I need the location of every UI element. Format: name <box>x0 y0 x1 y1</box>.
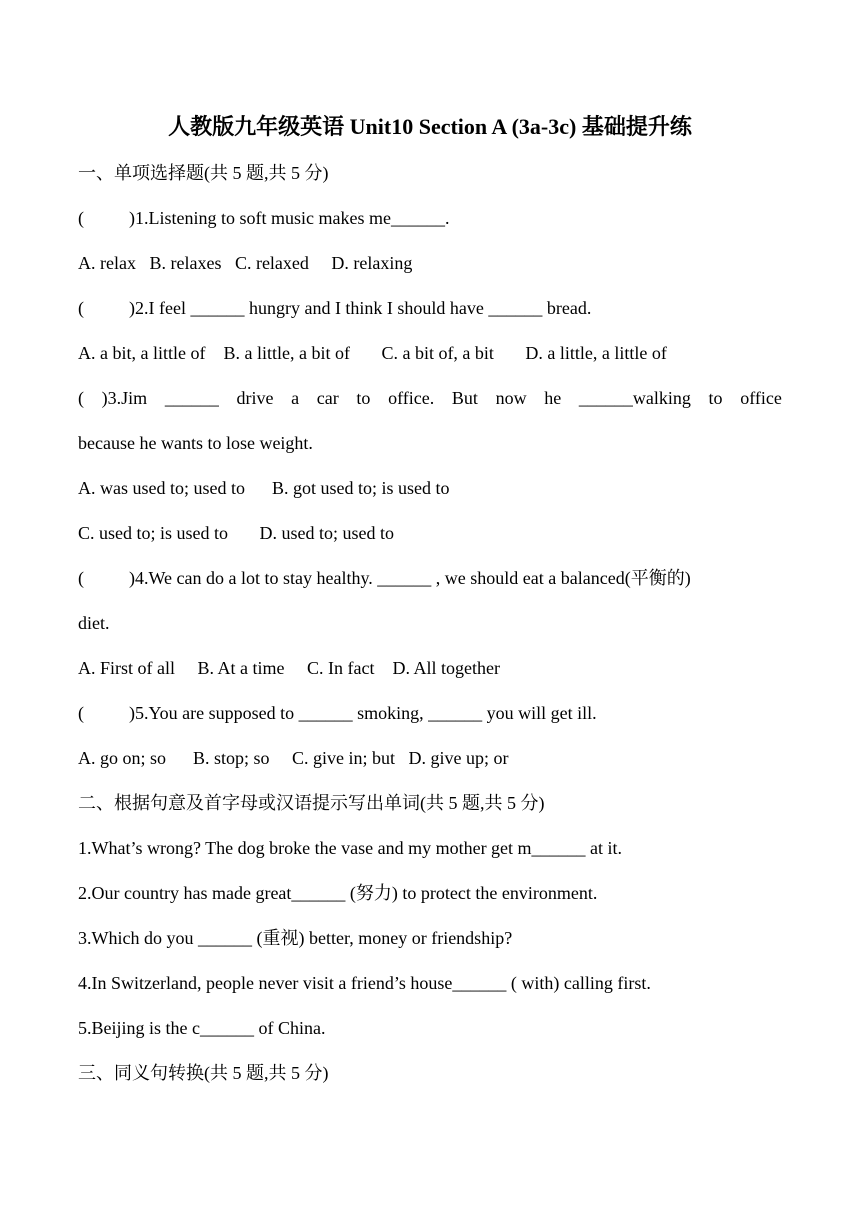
question-5-stem: ( )5.You are supposed to ______ smoking, ______ you will get ill. <box>78 703 597 723</box>
stem-word: to <box>356 388 371 408</box>
section-3-heading: 三、同义句转换(共 5 题,共 5 分) <box>78 1063 329 1083</box>
stem-word: to <box>708 388 723 408</box>
stem-word: office. <box>388 388 435 408</box>
answer-bracket-open: ( <box>78 388 84 408</box>
fill-in-item-3: 3.Which do you ______ (重视) better, money or friendship? <box>78 928 513 948</box>
fill-in-item-5: 5.Beijing is the c______ of China. <box>78 1018 326 1038</box>
stem-word: But <box>451 388 478 408</box>
fill-in-item-2: 2.Our country has made great______ (努力) to protect the environment. <box>78 883 598 903</box>
question-4-stem: ( )4.We can do a lot to stay healthy. ______ , we should eat a balanced(平衡的) <box>78 568 691 588</box>
section-1-heading: 一、单项选择题(共 5 题,共 5 分) <box>78 163 329 183</box>
question-2-stem: ( )2.I feel ______ hungry and I think I should have ______ bread. <box>78 298 592 318</box>
stem-word: now <box>495 388 527 408</box>
section-2-heading: 二、根据句意及首字母或汉语提示写出单词(共 5 题,共 5 分) <box>78 793 545 813</box>
fill-in-item-1: 1.What’s wrong? The dog broke the vase and my mother get m______ at it. <box>78 838 623 858</box>
question-3-stem-continued: because he wants to lose weight. <box>78 433 313 453</box>
question-5-options: A. go on; so B. stop; so C. give in; but D. give up; or <box>78 748 509 768</box>
answer-blank: ______ <box>164 388 219 408</box>
stem-word: car <box>316 388 339 408</box>
fill-in-item-4: 4.In Switzerland, people never visit a friend’s house______ ( with) calling first. <box>78 973 651 993</box>
answer-blank: ______walking <box>578 388 691 408</box>
stem-word: he <box>544 388 562 408</box>
question-3-stem <box>78 386 782 410</box>
stem-word: office <box>740 388 782 408</box>
question-3-options-row-2: C. used to; is used to D. used to; used to <box>78 523 394 543</box>
stem-word: )3.Jim <box>101 388 148 408</box>
stem-word: drive <box>236 388 274 408</box>
question-3-options-row-1: A. was used to; used to B. got used to; is used to <box>78 478 450 498</box>
page-title: 人教版九年级英语 Unit10 Section A (3a-3c) 基础提升练 <box>168 114 692 139</box>
question-4-options: A. First of all B. At a time C. In fact D. All together <box>78 658 500 678</box>
question-1-stem: ( )1.Listening to soft music makes me______. <box>78 208 450 228</box>
stem-word: a <box>291 388 300 408</box>
question-2-options: A. a bit, a little of B. a little, a bit of C. a bit of, a bit D. a little, a little of <box>78 343 667 363</box>
question-4-stem-continued: diet. <box>78 613 110 633</box>
question-1-options: A. relax B. relaxes C. relaxed D. relaxing <box>78 253 413 273</box>
